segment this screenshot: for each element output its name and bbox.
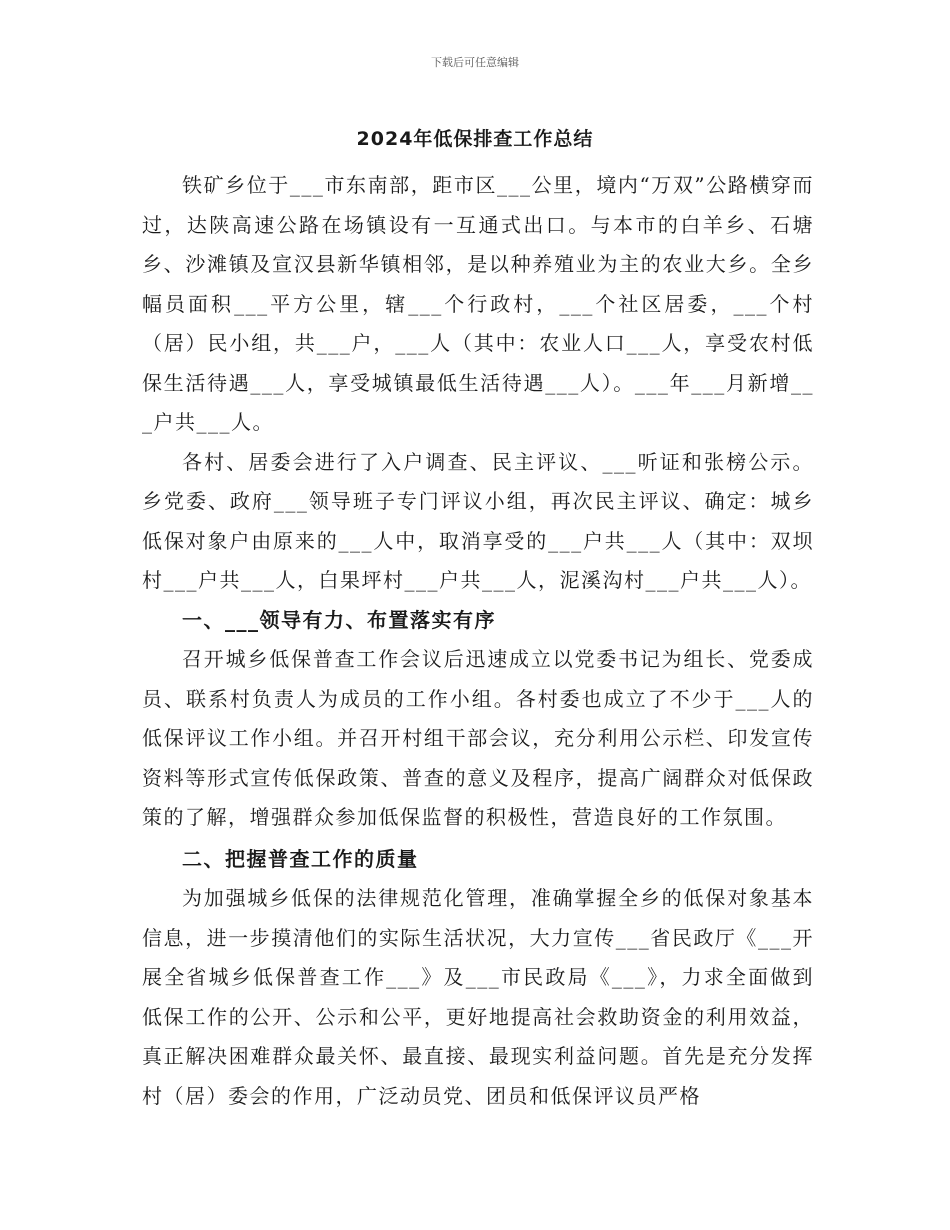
paragraph-section-2: 为加强城乡低保的法律规范化管理，准确掌握全乡的低保对象基本信息，进一步摸清他们的实际生活状况，大力宣传___省民政厅《___开展全省城乡低保普查工作___》及___市民政局《___》，力求全面做到低保工作的公开、公示和公平，更好地提高社会救助资金的利用效益，真正解决困难群众最关怀、最直接、最现实利益问题。首先是充分发挥村（居）委会的作用，广泛动员党、团员和低保评议员严格 (142, 886, 814, 1108)
paragraph-review: 各村、居委会进行了入户调查、民主评议、___听证和张榜公示。乡党委、政府___领导班子专门评议小组，再次民主评议、确定：城乡低保对象户由原来的___人中，取消享受的___户共___人（其中：双坝村___户共___人，白果坪村___户共___人，泥溪沟村___户共___人）。 (142, 449, 814, 592)
paragraph-section-1: 召开城乡低保普查工作会议后迅速成立以党委书记为组长、党委成员、联系村负责人为成员的工作小组。各村委也成立了不少于___人的低保评议工作小组。并召开村组干部会议，充分利用公示栏、印发宣传资料等形式宣传低保政策、普查的意义及程序，提高广阔群众对低保政策的了解，增强群众参加低保监督的积极性，营造良好的工作氛围。 (142, 647, 814, 829)
paragraph-intro: 铁矿乡位于___市东南部，距市区___公里，境内“万双”公路横穿而过，达陕高速公路在场镇设有一互通式出口。与本市的白羊乡、石塘乡、沙滩镇及宣汉县新华镇相邻，是以种养殖业为主的农业大乡。全乡幅员面积___平方公里，辖___个行政村，___个社区居委，___个村（居）民小组，共___户，___人（其中：农业人口___人，享受农村低保生活待遇___人，享受城镇最低生活待遇___人）。___年___月新增___户共___人。 (142, 173, 814, 434)
document-body (142, 166, 814, 1116)
header-note: 下载后可任意编辑 (431, 56, 519, 69)
section-heading-2: 二、把握普查工作的质量 (182, 846, 419, 871)
section-heading-1: 一、___领导有力、布置落实有序 (182, 607, 496, 632)
document-title: 2024年低保排查工作总结 (356, 128, 594, 150)
